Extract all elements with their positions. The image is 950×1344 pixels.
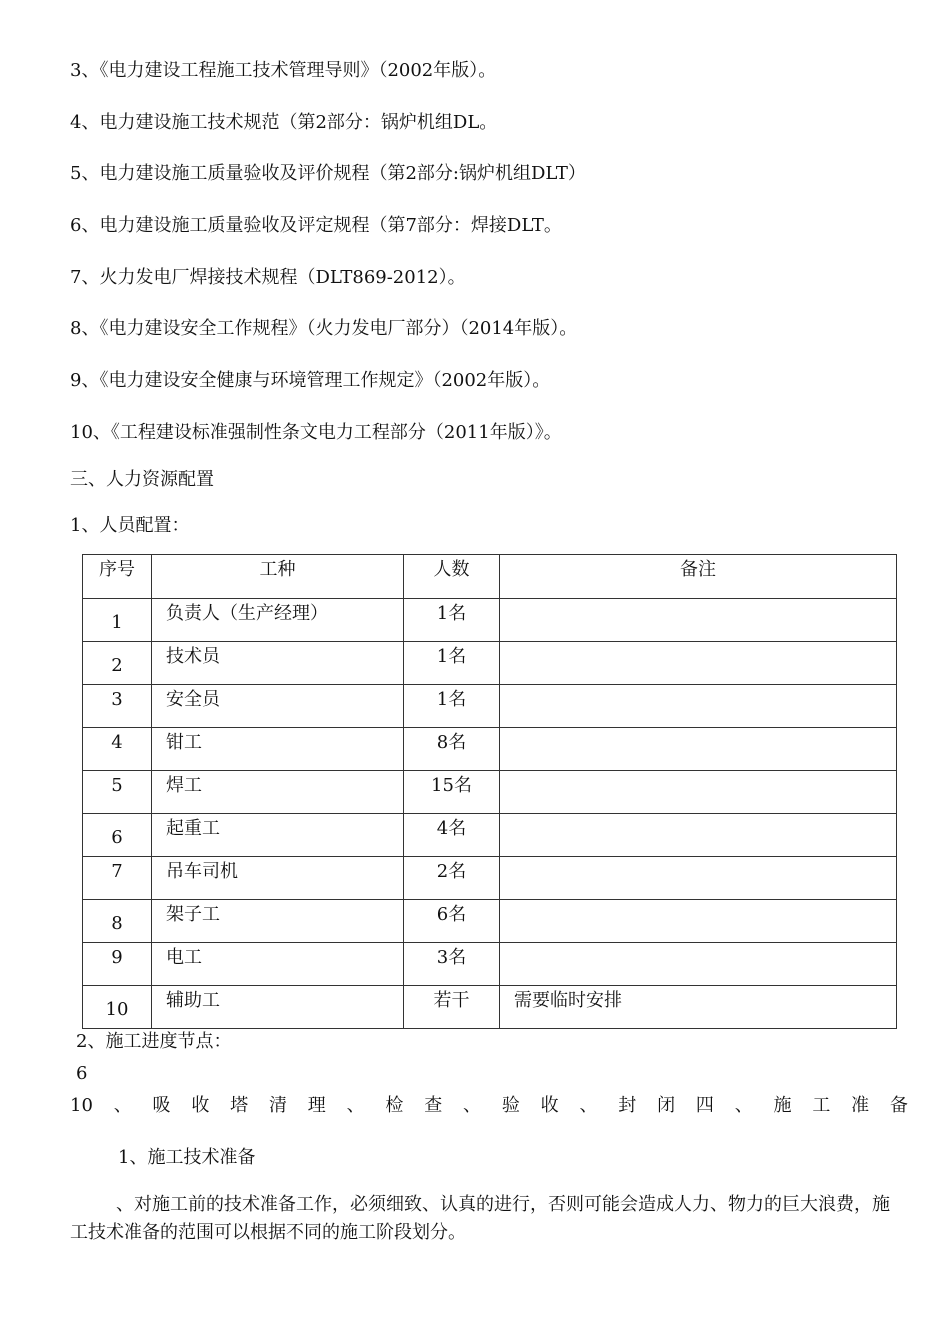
stray-number: 6 [76, 1063, 88, 1084]
row-index: 4 [111, 732, 123, 753]
row-count: 1名 [436, 646, 467, 667]
progress-heading: 2、施工进度节点： [76, 1031, 232, 1052]
spaced-char: 检 [385, 1095, 404, 1116]
row-count: 15名 [431, 775, 472, 796]
table-row [83, 814, 897, 857]
table-row [83, 728, 897, 771]
reference-item: 6、电力建设施工质量验收及评定规程（第7部分：焊接DLT。 [70, 215, 562, 236]
row-count: 若干 [433, 990, 470, 1011]
spaced-char: 理 [307, 1095, 326, 1116]
spaced-char: 验 [501, 1095, 520, 1116]
reference-item: 5、电力建设施工质量验收及评价规程（第2部分:锅炉机组DLT） [70, 163, 586, 184]
spaced-char: 施 [773, 1095, 792, 1116]
row-remark: 需要临时安排 [514, 990, 622, 1011]
table-row [83, 642, 897, 685]
row-trade: 起重工 [166, 818, 220, 839]
reference-item: 4、电力建设施工技术规范（第2部分：锅炉机组DL。 [70, 112, 498, 133]
staffing-heading: 1、人员配置： [70, 515, 190, 536]
row-count: 8名 [436, 732, 467, 753]
reference-item: 10、《工程建设标准强制性条文电力工程部分（2011年版）》。 [70, 422, 562, 443]
spaced-char: 、 [463, 1095, 482, 1116]
header-cell-remark: 备注 [500, 555, 897, 599]
row-index: 8 [111, 913, 123, 934]
spaced-char: 备 [889, 1095, 908, 1116]
row-index: 10 [105, 999, 129, 1020]
spaced-text-line [70, 1094, 908, 1118]
row-remark [514, 728, 896, 732]
row-count: 4名 [436, 818, 467, 839]
row-remark [514, 814, 896, 818]
staffing-table [82, 554, 897, 1029]
table-row [83, 599, 897, 642]
table-row [83, 943, 897, 986]
row-trade: 辅助工 [166, 990, 220, 1011]
reference-item: 3、《电力建设工程施工技术管理导则》（2002年版）。 [70, 60, 497, 81]
row-count: 1名 [436, 603, 467, 624]
row-trade: 架子工 [166, 904, 220, 925]
spaced-char: 、 [113, 1095, 132, 1116]
row-trade: 钳工 [166, 732, 202, 753]
row-trade: 安全员 [166, 689, 220, 710]
table-header-row [83, 555, 897, 599]
reference-item: 7、火力发电厂焊接技术规程（DLT869-2012）。 [70, 267, 466, 288]
table-row [83, 685, 897, 728]
row-index: 1 [111, 612, 123, 633]
section-heading: 三、人力资源配置 [70, 469, 214, 490]
row-index: 5 [111, 775, 123, 796]
spaced-char: 收 [191, 1095, 210, 1116]
row-remark [514, 943, 896, 947]
row-remark [514, 900, 896, 904]
row-index: 3 [111, 689, 123, 710]
row-count: 3名 [436, 947, 467, 968]
spaced-char: 准 [851, 1095, 870, 1116]
table-row [83, 771, 897, 814]
spaced-char: 塔 [230, 1095, 249, 1116]
row-trade: 电工 [166, 947, 202, 968]
row-count: 1名 [436, 689, 467, 710]
spaced-char: 查 [424, 1095, 443, 1116]
row-trade: 焊工 [166, 775, 202, 796]
spaced-char: 吸 [152, 1095, 171, 1116]
table-row [83, 900, 897, 943]
row-index: 9 [111, 947, 123, 968]
spaced-char: 闭 [657, 1095, 676, 1116]
table-row [83, 986, 897, 1029]
row-remark [514, 642, 896, 646]
header-cell-trade: 工种 [152, 555, 404, 599]
row-index: 7 [111, 861, 123, 882]
spaced-char: 工 [812, 1095, 831, 1116]
row-remark [514, 685, 896, 689]
row-trade: 负责人（生产经理） [166, 603, 328, 624]
table-row [83, 857, 897, 900]
reference-item: 8、《电力建设安全工作规程》（火力发电厂部分）（2014年版）。 [70, 318, 578, 339]
spaced-char: 、 [734, 1095, 753, 1116]
row-remark [514, 599, 896, 603]
row-remark [514, 771, 896, 775]
spaced-char: 封 [618, 1095, 637, 1116]
header-cell-count: 人数 [404, 555, 500, 599]
body-paragraph: 、对施工前的技术准备工作，必须细致、认真的进行，否则可能会造成人力、物力的巨大浪费，施工技术准备的范围可以根据不同的施工阶段划分。 [70, 1194, 890, 1243]
row-remark [514, 857, 896, 861]
reference-item: 9、《电力建设安全健康与环境管理工作规定》（2002年版）。 [70, 370, 551, 391]
spaced-char: 、 [579, 1095, 598, 1116]
spaced-char: 、 [346, 1095, 365, 1116]
row-index: 6 [111, 827, 123, 848]
spaced-char: 清 [268, 1095, 287, 1116]
subsection-heading: 1、施工技术准备 [118, 1147, 256, 1168]
row-trade: 技术员 [166, 646, 220, 667]
spaced-char: 10 [70, 1095, 93, 1116]
row-trade: 吊车司机 [166, 861, 238, 882]
header-cell-index: 序号 [83, 555, 152, 599]
spaced-char: 收 [540, 1095, 559, 1116]
spaced-char: 四 [695, 1095, 714, 1116]
row-count: 6名 [436, 904, 467, 925]
row-count: 2名 [436, 861, 467, 882]
row-index: 2 [111, 655, 123, 676]
